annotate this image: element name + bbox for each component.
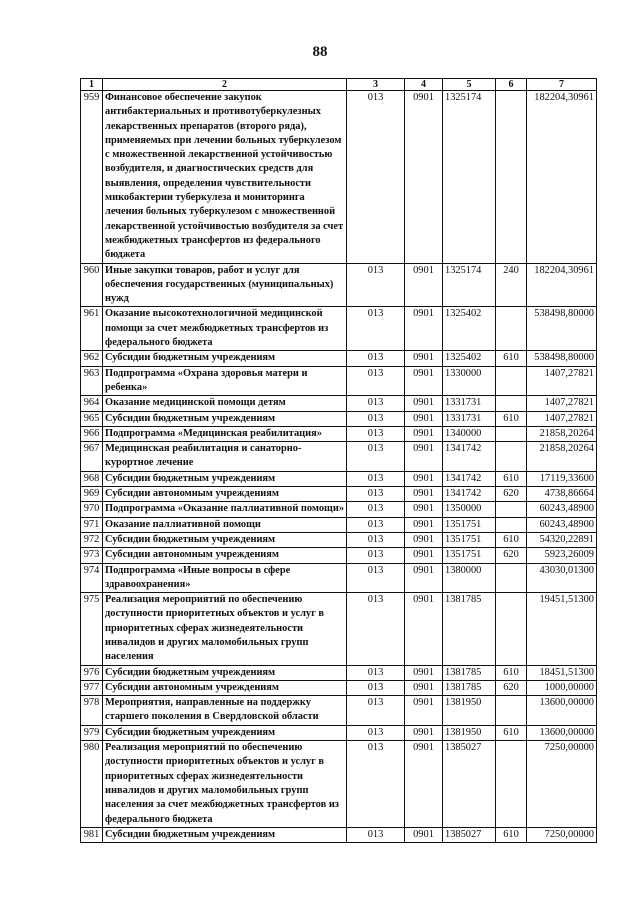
row-number: 978 <box>81 696 103 726</box>
row-number: 959 <box>81 91 103 264</box>
row-number: 971 <box>81 517 103 532</box>
row-name: Субсидии бюджетным учреждениям <box>103 725 347 740</box>
row-expense-type: 610 <box>496 725 527 740</box>
row-admin-code: 013 <box>347 442 405 472</box>
row-amount: 538498,80000 <box>527 307 597 351</box>
row-name: Финансовое обеспечение закупок антибактериальных и противотуберкулезных лекарственных препаратов (второго ряда), применяемых при лечении больных туберкулезом с множественной лекарственной устойчивостью возбудителя, и диагностических средств для выявления, определения чувствительности микобактерии туберкулеза и мониторинга лечения больных туберкулезом с множественной лекарственной устойчивостью возбудителя за счет межбюджетных трансфертов из федерального бюджета <box>103 91 347 264</box>
row-admin-code: 013 <box>347 680 405 695</box>
row-target-article: 1325174 <box>443 263 496 307</box>
row-section-code: 0901 <box>405 307 443 351</box>
row-target-article: 1381950 <box>443 725 496 740</box>
row-amount: 5923,26009 <box>527 548 597 563</box>
row-name: Реализация мероприятий по обеспечению доступности приоритетных объектов и услуг в приоритетных сферах жизнедеятельности инвалидов и других маломобильных групп населения <box>103 593 347 665</box>
row-section-code: 0901 <box>405 827 443 842</box>
row-expense-type <box>496 563 527 593</box>
row-expense-type <box>496 741 527 828</box>
row-admin-code: 013 <box>347 725 405 740</box>
row-section-code: 0901 <box>405 725 443 740</box>
header-col-6: 6 <box>496 79 527 91</box>
row-number: 975 <box>81 593 103 665</box>
header-col-4: 4 <box>405 79 443 91</box>
table-row <box>81 725 597 740</box>
row-number: 965 <box>81 411 103 426</box>
row-admin-code: 013 <box>347 263 405 307</box>
row-admin-code: 013 <box>347 827 405 842</box>
row-name: Субсидии автономным учреждениям <box>103 680 347 695</box>
row-amount: 13600,00000 <box>527 725 597 740</box>
row-section-code: 0901 <box>405 411 443 426</box>
row-target-article: 1331731 <box>443 396 496 411</box>
row-expense-type: 610 <box>496 532 527 547</box>
row-target-article: 1325402 <box>443 351 496 366</box>
row-amount: 13600,00000 <box>527 696 597 726</box>
row-admin-code: 013 <box>347 396 405 411</box>
row-section-code: 0901 <box>405 532 443 547</box>
row-section-code: 0901 <box>405 351 443 366</box>
row-admin-code: 013 <box>347 593 405 665</box>
row-admin-code: 013 <box>347 563 405 593</box>
table-row <box>81 680 597 695</box>
table-row <box>81 263 597 307</box>
header-col-3: 3 <box>347 79 405 91</box>
row-admin-code: 013 <box>347 307 405 351</box>
row-name: Мероприятия, направленные на поддержку старшего поколения в Свердловской области <box>103 696 347 726</box>
row-admin-code: 013 <box>347 548 405 563</box>
row-amount: 21858,20264 <box>527 426 597 441</box>
row-amount: 1407,27821 <box>527 396 597 411</box>
row-number: 976 <box>81 665 103 680</box>
row-admin-code: 013 <box>347 426 405 441</box>
header-col-7: 7 <box>527 79 597 91</box>
row-name: Субсидии бюджетным учреждениям <box>103 665 347 680</box>
row-admin-code: 013 <box>347 665 405 680</box>
row-number: 966 <box>81 426 103 441</box>
row-admin-code: 013 <box>347 517 405 532</box>
row-section-code: 0901 <box>405 517 443 532</box>
row-target-article: 1381785 <box>443 593 496 665</box>
row-expense-type <box>496 593 527 665</box>
row-amount: 54320,22891 <box>527 532 597 547</box>
row-name: Подпрограмма «Медицинская реабилитация» <box>103 426 347 441</box>
row-name: Субсидии автономным учреждениям <box>103 487 347 502</box>
table-row <box>81 548 597 563</box>
row-amount: 21858,20264 <box>527 442 597 472</box>
table-row <box>81 517 597 532</box>
row-number: 981 <box>81 827 103 842</box>
row-number: 961 <box>81 307 103 351</box>
table-row <box>81 593 597 665</box>
table-row <box>81 665 597 680</box>
row-name: Оказание паллиативной помощи <box>103 517 347 532</box>
row-number: 967 <box>81 442 103 472</box>
row-expense-type <box>496 396 527 411</box>
page-number: 88 <box>312 44 328 60</box>
row-target-article: 1340000 <box>443 426 496 441</box>
row-admin-code: 013 <box>347 741 405 828</box>
row-expense-type <box>496 696 527 726</box>
row-amount: 18451,51300 <box>527 665 597 680</box>
row-admin-code: 013 <box>347 502 405 517</box>
table-row <box>81 426 597 441</box>
row-expense-type: 620 <box>496 487 527 502</box>
table-row <box>81 696 597 726</box>
row-target-article: 1351751 <box>443 548 496 563</box>
table-row <box>81 532 597 547</box>
row-target-article: 1385027 <box>443 827 496 842</box>
row-expense-type <box>496 91 527 264</box>
header-col-1: 1 <box>81 79 103 91</box>
row-admin-code: 013 <box>347 351 405 366</box>
row-expense-type <box>496 307 527 351</box>
row-target-article: 1381785 <box>443 680 496 695</box>
row-target-article: 1341742 <box>443 487 496 502</box>
table-row <box>81 827 597 842</box>
table-row <box>81 442 597 472</box>
row-name: Медицинская реабилитация и санаторно-курортное лечение <box>103 442 347 472</box>
row-expense-type: 620 <box>496 548 527 563</box>
table-row <box>81 366 597 396</box>
row-section-code: 0901 <box>405 593 443 665</box>
row-name: Оказание медицинской помощи детям <box>103 396 347 411</box>
row-amount: 17119,33600 <box>527 471 597 486</box>
row-amount: 1407,27821 <box>527 411 597 426</box>
row-target-article: 1351751 <box>443 517 496 532</box>
row-number: 968 <box>81 471 103 486</box>
row-number: 972 <box>81 532 103 547</box>
table-row <box>81 563 597 593</box>
table-row <box>81 307 597 351</box>
row-admin-code: 013 <box>347 487 405 502</box>
row-number: 970 <box>81 502 103 517</box>
row-target-article: 1350000 <box>443 502 496 517</box>
row-amount: 1407,27821 <box>527 366 597 396</box>
row-number: 963 <box>81 366 103 396</box>
row-expense-type: 240 <box>496 263 527 307</box>
row-amount: 43030,01300 <box>527 563 597 593</box>
row-section-code: 0901 <box>405 680 443 695</box>
row-number: 974 <box>81 563 103 593</box>
row-name: Иные закупки товаров, работ и услуг для обеспечения государственных (муниципальных) нужд <box>103 263 347 307</box>
table-row <box>81 487 597 502</box>
row-admin-code: 013 <box>347 91 405 264</box>
row-target-article: 1341742 <box>443 471 496 486</box>
row-admin-code: 013 <box>347 532 405 547</box>
row-expense-type: 610 <box>496 351 527 366</box>
row-target-article: 1381785 <box>443 665 496 680</box>
row-target-article: 1351751 <box>443 532 496 547</box>
row-section-code: 0901 <box>405 366 443 396</box>
row-section-code: 0901 <box>405 741 443 828</box>
row-expense-type <box>496 366 527 396</box>
row-section-code: 0901 <box>405 548 443 563</box>
row-amount: 538498,80000 <box>527 351 597 366</box>
row-section-code: 0901 <box>405 396 443 411</box>
row-target-article: 1341742 <box>443 442 496 472</box>
row-target-article: 1381950 <box>443 696 496 726</box>
row-name: Реализация мероприятий по обеспечению доступности приоритетных объектов и услуг в приоритетных сферах жизнедеятельности инвалидов и других маломобильных групп населения за счет межбюджетных трансфертов из федерального бюджета <box>103 741 347 828</box>
row-name: Подпрограмма «Охрана здоровья матери и ребенка» <box>103 366 347 396</box>
row-number: 962 <box>81 351 103 366</box>
row-name: Оказание высокотехнологичной медицинской помощи за счет межбюджетных трансфертов из федерального бюджета <box>103 307 347 351</box>
row-admin-code: 013 <box>347 411 405 426</box>
row-section-code: 0901 <box>405 263 443 307</box>
row-number: 977 <box>81 680 103 695</box>
header-col-5: 5 <box>443 79 496 91</box>
row-name: Субсидии бюджетным учреждениям <box>103 411 347 426</box>
row-name: Субсидии бюджетным учреждениям <box>103 827 347 842</box>
row-section-code: 0901 <box>405 665 443 680</box>
row-amount: 19451,51300 <box>527 593 597 665</box>
row-expense-type: 610 <box>496 665 527 680</box>
row-target-article: 1331731 <box>443 411 496 426</box>
row-expense-type <box>496 517 527 532</box>
row-name: Подпрограмма «Иные вопросы в сфере здравоохранения» <box>103 563 347 593</box>
row-expense-type <box>496 502 527 517</box>
row-admin-code: 013 <box>347 471 405 486</box>
table-row <box>81 91 597 264</box>
table-body <box>81 91 597 843</box>
row-number: 964 <box>81 396 103 411</box>
row-section-code: 0901 <box>405 442 443 472</box>
row-amount: 60243,48900 <box>527 517 597 532</box>
row-name: Субсидии бюджетным учреждениям <box>103 471 347 486</box>
row-name: Подпрограмма «Оказание паллиативной помощи» <box>103 502 347 517</box>
table-row <box>81 741 597 828</box>
row-amount: 182204,30961 <box>527 263 597 307</box>
row-expense-type: 610 <box>496 411 527 426</box>
row-number: 980 <box>81 741 103 828</box>
row-section-code: 0901 <box>405 487 443 502</box>
row-amount: 7250,00000 <box>527 741 597 828</box>
row-name: Субсидии бюджетным учреждениям <box>103 351 347 366</box>
row-expense-type: 620 <box>496 680 527 695</box>
row-expense-type <box>496 442 527 472</box>
row-target-article: 1325174 <box>443 91 496 264</box>
row-amount: 60243,48900 <box>527 502 597 517</box>
row-expense-type: 610 <box>496 827 527 842</box>
table-row <box>81 396 597 411</box>
row-amount: 4738,86664 <box>527 487 597 502</box>
row-name: Субсидии бюджетным учреждениям <box>103 532 347 547</box>
table-row <box>81 471 597 486</box>
row-section-code: 0901 <box>405 502 443 517</box>
table-header-row <box>81 79 597 91</box>
table-row <box>81 351 597 366</box>
row-expense-type: 610 <box>496 471 527 486</box>
row-amount: 182204,30961 <box>527 91 597 264</box>
row-target-article: 1380000 <box>443 563 496 593</box>
row-section-code: 0901 <box>405 471 443 486</box>
row-target-article: 1330000 <box>443 366 496 396</box>
row-section-code: 0901 <box>405 91 443 264</box>
row-number: 969 <box>81 487 103 502</box>
row-number: 979 <box>81 725 103 740</box>
row-section-code: 0901 <box>405 563 443 593</box>
row-section-code: 0901 <box>405 696 443 726</box>
row-amount: 1000,00000 <box>527 680 597 695</box>
row-admin-code: 013 <box>347 696 405 726</box>
row-admin-code: 013 <box>347 366 405 396</box>
row-number: 973 <box>81 548 103 563</box>
budget-table <box>80 78 597 843</box>
table-row <box>81 502 597 517</box>
row-number: 960 <box>81 263 103 307</box>
row-name: Субсидии автономным учреждениям <box>103 548 347 563</box>
row-amount: 7250,00000 <box>527 827 597 842</box>
table-row <box>81 411 597 426</box>
row-expense-type <box>496 426 527 441</box>
header-col-2: 2 <box>103 79 347 91</box>
row-target-article: 1325402 <box>443 307 496 351</box>
row-target-article: 1385027 <box>443 741 496 828</box>
row-section-code: 0901 <box>405 426 443 441</box>
